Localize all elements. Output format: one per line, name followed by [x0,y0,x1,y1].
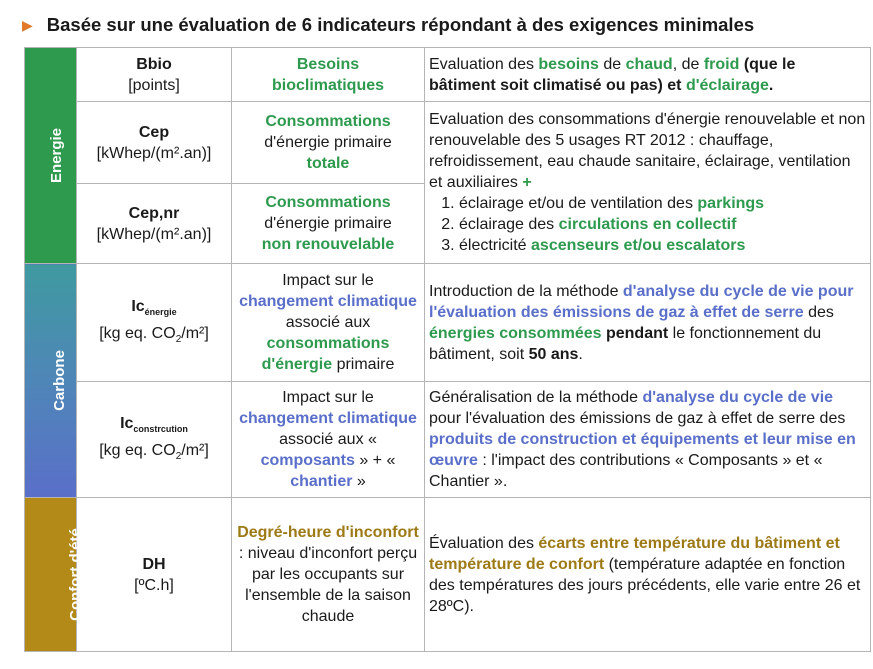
category-confort-label: Confort d'été [66,528,84,621]
text: [kg eq. CO [99,324,176,342]
text: pour l'évaluation des émissions de gaz à effet de serre des [429,410,846,427]
description-cell [232,382,425,498]
description-cell [232,184,425,264]
detail-cell [425,264,871,382]
text: primaire [332,356,395,373]
text: des [803,303,834,321]
highlight: froid [703,55,740,73]
detail-cell [425,102,871,264]
highlight: chaud [625,55,673,73]
text: le fonctionnement du bâtiment, soit [429,324,822,363]
highlight: écarts entre température du bâtiment et température de confort [429,534,840,573]
description-cell [232,264,425,382]
description-line: non renouvelable [261,236,395,253]
list-item [459,193,866,214]
text: /m²] [181,324,209,342]
text: (température adaptée en fonction des températures des jours précédents, elle varie entre 26 et 28ºC). [429,555,861,615]
highlight: composants [260,452,355,469]
text: éclairage des [459,216,559,233]
category-carbone [25,264,77,498]
description-line: totale [306,155,350,172]
indicator-name [81,296,227,323]
text: de [598,55,626,73]
category-energie-label: Energie [48,127,66,184]
highlight: produits de construction et équipements et leur mise en œuvre [429,431,856,469]
indicator-cell [77,264,232,382]
text: Généralisation de la méthode [429,389,643,406]
indicator-unit [81,440,227,467]
subscript: 2 [175,333,182,345]
indicator-unit [81,323,227,350]
list-item [459,235,866,256]
indicator-name: DH [142,555,166,573]
highlight: consommations d'énergie [261,335,390,373]
text: Ic [120,414,134,432]
text: Impact sur le [282,272,374,289]
highlight: besoins [538,55,599,73]
text: (que le bâtiment soit climatisé ou pas) et [429,55,796,94]
indicator-unit: [kWhep/(m².an)] [96,144,212,162]
text: associé aux « [279,431,377,448]
text: : l'impact des contributions « Composants » et « Chantier ». [429,452,823,490]
text: /m²] [181,441,209,459]
table-row-bbio [25,48,871,102]
indicator-cell [77,498,232,652]
highlight: circulations en collectif [558,216,737,233]
highlight: chantier [290,473,353,490]
description-line: d'énergie primaire [264,215,392,232]
subscript: énergie [144,306,177,317]
indicator-unit: [points] [128,76,180,94]
subscript: constrcution [133,423,188,434]
detail-cell [425,48,871,102]
highlight: changement climatique [239,410,417,427]
category-energie [25,48,77,264]
plus-sign: + [522,174,532,191]
description-line: Consommations [265,113,391,130]
text: Impact sur le [282,389,374,406]
indicator-name: Cep [138,123,170,141]
highlight: parkings [697,195,765,212]
indicator-cell [77,382,232,498]
text: éclairage et/ou de ventilation des [459,195,698,212]
text: Introduction de la méthode [429,282,623,300]
text: : niveau d'inconfort perçu par les occupants sur l'ensemble de la saison chaude [238,545,418,625]
text: Evaluation des [429,55,539,73]
description-cell [232,498,425,652]
description-cell [232,102,425,184]
detail-intro [429,109,866,193]
indicator-name [81,413,227,440]
category-confort [25,498,84,652]
usage-list [429,193,866,256]
description-line: Besoins [296,55,360,73]
description-line: Consommations [265,194,391,211]
text: . [578,345,583,363]
description-line: bioclimatiques [271,76,385,94]
text: , de [672,55,704,73]
list-item [459,214,866,235]
table-row-ic-energie [25,264,871,382]
category-carbone-label: Carbone [50,350,68,411]
description-line: d'énergie primaire [264,134,392,151]
text: 50 ans [528,345,579,363]
indicator-unit: [kWhep/(m².an)] [96,225,212,243]
detail-cell [425,382,871,498]
text: » + « [354,452,396,469]
highlight: changement climatique [239,293,417,310]
text: [kg eq. CO [99,441,176,459]
indicators-table [24,47,871,652]
table-row-cep [25,102,871,184]
table-row-dh [25,498,871,652]
highlight: d'analyse du cycle de vie [642,389,834,406]
indicator-unit: [ºC.h] [134,576,174,594]
highlight: d'éclairage [685,76,769,94]
indicator-cell [77,184,232,264]
description-cell [232,48,425,102]
table-row-ic-construction [25,382,871,498]
highlight: d'analyse du cycle de vie pour l'évaluation des émissions de gaz à effet de serre [429,282,854,321]
highlight: énergies consommées [429,324,602,342]
header [18,10,869,40]
detail-cell [425,498,871,652]
subscript: 2 [175,450,182,462]
play-arrow-icon: ▶ [22,16,33,33]
text: . [768,76,774,94]
text: Ic [131,297,145,315]
indicator-name: Bbio [136,55,172,73]
text: associé aux [285,314,371,331]
text: Évaluation des [429,534,539,552]
highlight: Degré-heure d'inconfort [237,524,419,541]
highlight: ascenseurs et/ou escalators [531,237,746,254]
indicator-name: Cep,nr [128,204,180,222]
indicator-cell [77,48,232,102]
indicator-cell [77,102,232,184]
text: pendant [601,324,669,342]
text: électricité [459,237,532,254]
text: Evaluation des consommations d'énergie renouvelable et non renouvelable des 5 usages RT 2012 : chauffage, refroidissement, eau chaude sanitaire, éclairage, ventilation et auxiliaires [429,111,866,191]
text: » [352,473,366,490]
page-title: Basée sur une évaluation de 6 indicateurs répondant à des exigences minimales [46,14,755,35]
